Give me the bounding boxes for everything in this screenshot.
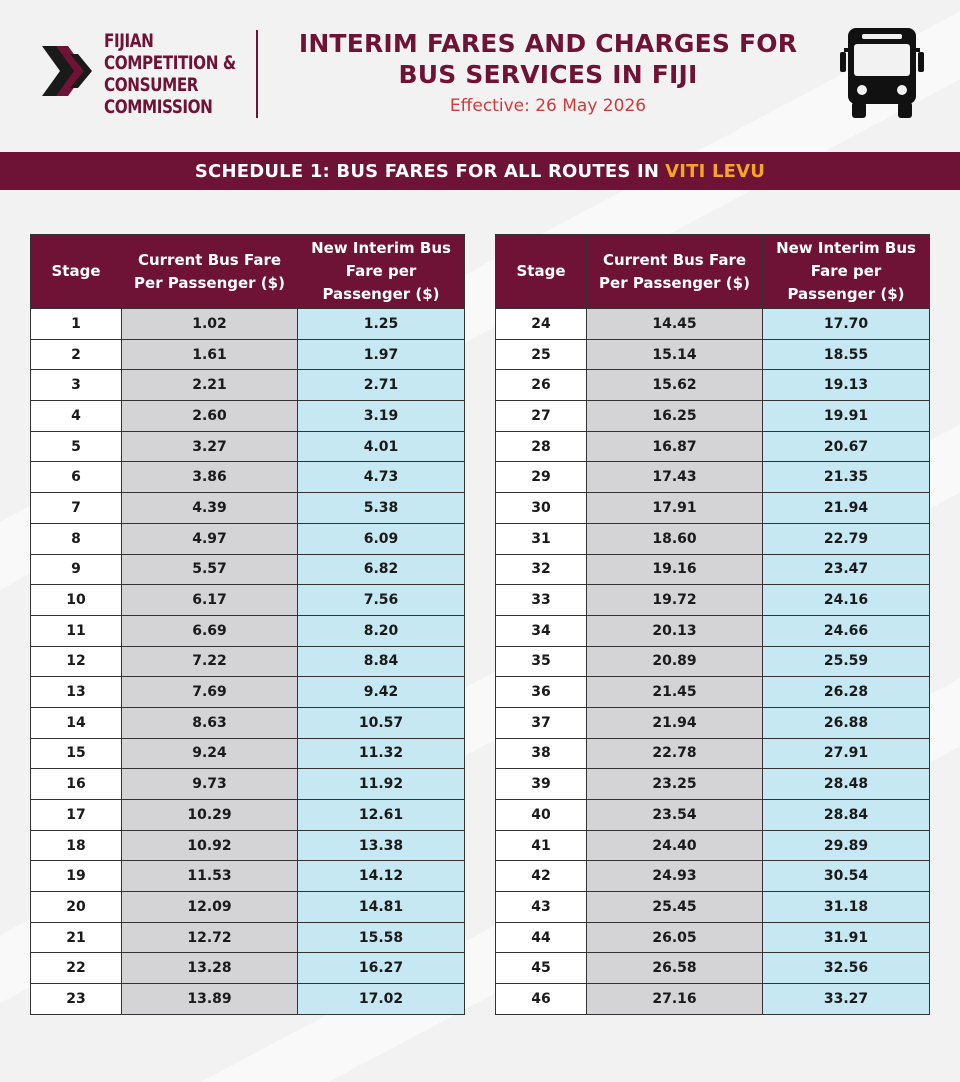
table-row [496,615,930,646]
current-fare-cell: 6.69 [122,615,298,646]
table-header-row [496,235,930,309]
new-fare-cell: 14.81 [298,892,465,923]
current-fare-cell: 14.45 [587,309,763,340]
table-row [31,523,465,554]
logo-line-2: COMPETITION & [104,52,236,74]
new-fare-cell: 13.38 [298,830,465,861]
stage-cell: 31 [496,523,587,554]
new-fare-cell: 8.84 [298,646,465,677]
new-fare-cell: 28.84 [763,800,930,831]
stage-cell: 32 [496,554,587,585]
new-fare-cell: 19.13 [763,370,930,401]
new-fare-cell: 2.71 [298,370,465,401]
new-fare-cell: 23.47 [763,554,930,585]
stage-cell: 37 [496,707,587,738]
new-fare-cell: 33.27 [763,984,930,1015]
table-row [31,984,465,1015]
schedule-title: SCHEDULE 1: BUS FARES FOR ALL ROUTES IN [194,160,660,182]
stage-cell: 4 [31,401,122,432]
table-row [496,431,930,462]
stage-cell: 42 [496,861,587,892]
stage-cell: 43 [496,892,587,923]
new-fare-cell: 21.94 [763,493,930,524]
current-fare-cell: 24.93 [587,861,763,892]
current-fare-cell: 23.54 [587,800,763,831]
schedule-banner [0,152,960,190]
current-fare-cell: 4.39 [122,493,298,524]
stage-cell: 20 [31,892,122,923]
stage-cell: 2 [31,339,122,370]
stage-cell: 30 [496,493,587,524]
table-row [31,401,465,432]
fare-table-left [30,234,465,1015]
table-row [31,922,465,953]
current-fare-cell: 6.17 [122,585,298,616]
stage-cell: 5 [31,431,122,462]
current-fare-cell: 2.60 [122,401,298,432]
header [0,0,960,150]
new-fare-cell: 22.79 [763,523,930,554]
stage-cell: 21 [31,922,122,953]
column-header-stage: Stage [31,235,122,309]
table-row [496,738,930,769]
stage-cell: 41 [496,830,587,861]
stage-cell: 6 [31,462,122,493]
table-row [496,892,930,923]
stage-cell: 29 [496,462,587,493]
current-fare-cell: 2.21 [122,370,298,401]
current-fare-cell: 9.24 [122,738,298,769]
stage-cell: 36 [496,677,587,708]
table-row [31,677,465,708]
current-fare-cell: 1.61 [122,339,298,370]
table-row [496,370,930,401]
new-fare-cell: 29.89 [763,830,930,861]
current-fare-cell: 13.89 [122,984,298,1015]
stage-cell: 22 [31,953,122,984]
stage-cell: 16 [31,769,122,800]
table-row [31,892,465,923]
table-row [31,462,465,493]
stage-cell: 7 [31,493,122,524]
new-fare-cell: 24.66 [763,615,930,646]
table-row [31,554,465,585]
current-fare-cell: 15.62 [587,370,763,401]
schedule-region: VITI LEVU [665,160,766,182]
new-fare-cell: 8.20 [298,615,465,646]
table-row [31,370,465,401]
current-fare-cell: 7.69 [122,677,298,708]
stage-cell: 28 [496,431,587,462]
stage-cell: 39 [496,769,587,800]
new-fare-cell: 4.01 [298,431,465,462]
current-fare-cell: 26.58 [587,953,763,984]
new-fare-cell: 6.09 [298,523,465,554]
table-header-row [31,235,465,309]
table-row [496,309,930,340]
current-fare-cell: 7.22 [122,646,298,677]
table-row [496,585,930,616]
table-row [31,800,465,831]
stage-cell: 3 [31,370,122,401]
new-fare-cell: 17.02 [298,984,465,1015]
new-fare-cell: 9.42 [298,677,465,708]
current-fare-cell: 27.16 [587,984,763,1015]
new-fare-cell: 3.19 [298,401,465,432]
table-row [496,984,930,1015]
new-fare-cell: 26.88 [763,707,930,738]
table-row [496,339,930,370]
column-header-current-fare: Current Bus Fare Per Passenger ($) [122,235,298,309]
new-fare-cell: 20.67 [763,431,930,462]
bus-icon [840,26,924,120]
table-row [31,646,465,677]
logo-line-1: FIJIAN [104,30,154,52]
logo-chevron-icon [36,40,98,102]
column-header-current-fare: Current Bus Fare Per Passenger ($) [587,235,763,309]
stage-cell: 35 [496,646,587,677]
new-fare-cell: 27.91 [763,738,930,769]
stage-cell: 45 [496,953,587,984]
table-row [31,493,465,524]
stage-cell: 25 [496,339,587,370]
current-fare-cell: 10.29 [122,800,298,831]
table-row [31,585,465,616]
stage-cell: 19 [31,861,122,892]
fare-table-right [495,234,930,1015]
logo-line-3: CONSUMER [104,74,199,96]
current-fare-cell: 20.13 [587,615,763,646]
stage-cell: 24 [496,309,587,340]
table-row [496,830,930,861]
stage-cell: 23 [31,984,122,1015]
current-fare-cell: 17.91 [587,493,763,524]
current-fare-cell: 16.87 [587,431,763,462]
current-fare-cell: 20.89 [587,646,763,677]
table-row [31,861,465,892]
stage-cell: 40 [496,800,587,831]
stage-cell: 1 [31,309,122,340]
current-fare-cell: 13.28 [122,953,298,984]
table-row [496,493,930,524]
new-fare-cell: 7.56 [298,585,465,616]
current-fare-cell: 12.72 [122,922,298,953]
current-fare-cell: 16.25 [587,401,763,432]
current-fare-cell: 8.63 [122,707,298,738]
stage-cell: 12 [31,646,122,677]
current-fare-cell: 18.60 [587,523,763,554]
table-row [496,769,930,800]
table-row [496,677,930,708]
stage-cell: 14 [31,707,122,738]
table-row [31,953,465,984]
current-fare-cell: 9.73 [122,769,298,800]
stage-cell: 8 [31,523,122,554]
new-fare-cell: 25.59 [763,646,930,677]
column-header-new-fare: New Interim Bus Fare per Passenger ($) [298,235,465,309]
table-row [496,462,930,493]
page-title-line-1: INTERIM FARES AND CHARGES FOR [298,29,798,58]
current-fare-cell: 3.86 [122,462,298,493]
table-row [31,738,465,769]
table-row [496,800,930,831]
stage-cell: 13 [31,677,122,708]
current-fare-cell: 25.45 [587,892,763,923]
current-fare-cell: 15.14 [587,339,763,370]
table-row [496,922,930,953]
current-fare-cell: 19.16 [587,554,763,585]
fccc-logo [36,30,251,122]
new-fare-cell: 4.73 [298,462,465,493]
table-row [496,554,930,585]
new-fare-cell: 30.54 [763,861,930,892]
table-row [31,339,465,370]
column-header-new-fare: New Interim Bus Fare per Passenger ($) [763,235,930,309]
new-fare-cell: 16.27 [298,953,465,984]
stage-cell: 18 [31,830,122,861]
new-fare-cell: 5.38 [298,493,465,524]
new-fare-cell: 15.58 [298,922,465,953]
page-title-line-2: BUS SERVICES IN FIJI [398,60,698,89]
new-fare-cell: 17.70 [763,309,930,340]
new-fare-cell: 1.25 [298,309,465,340]
current-fare-cell: 4.97 [122,523,298,554]
stage-cell: 27 [496,401,587,432]
stage-cell: 17 [31,800,122,831]
new-fare-cell: 6.82 [298,554,465,585]
current-fare-cell: 17.43 [587,462,763,493]
stage-cell: 34 [496,615,587,646]
stage-cell: 46 [496,984,587,1015]
new-fare-cell: 11.92 [298,769,465,800]
table-row [31,707,465,738]
title-block [268,28,828,116]
table-row [31,431,465,462]
stage-cell: 10 [31,585,122,616]
new-fare-cell: 12.61 [298,800,465,831]
new-fare-cell: 1.97 [298,339,465,370]
table-row [31,309,465,340]
stage-cell: 33 [496,585,587,616]
new-fare-cell: 21.35 [763,462,930,493]
new-fare-cell: 14.12 [298,861,465,892]
current-fare-cell: 3.27 [122,431,298,462]
column-header-stage: Stage [496,235,587,309]
current-fare-cell: 26.05 [587,922,763,953]
table-row [496,401,930,432]
new-fare-cell: 18.55 [763,339,930,370]
table-row [31,615,465,646]
current-fare-cell: 21.94 [587,707,763,738]
new-fare-cell: 28.48 [763,769,930,800]
current-fare-cell: 5.57 [122,554,298,585]
stage-cell: 9 [31,554,122,585]
new-fare-cell: 10.57 [298,707,465,738]
new-fare-cell: 26.28 [763,677,930,708]
new-fare-cell: 24.16 [763,585,930,616]
table-row [31,830,465,861]
new-fare-cell: 31.91 [763,922,930,953]
new-fare-cell: 32.56 [763,953,930,984]
new-fare-cell: 19.91 [763,401,930,432]
current-fare-cell: 1.02 [122,309,298,340]
new-fare-cell: 31.18 [763,892,930,923]
logo-line-4: COMMISSION [104,96,213,118]
current-fare-cell: 19.72 [587,585,763,616]
new-fare-cell: 11.32 [298,738,465,769]
table-row [496,861,930,892]
stage-cell: 15 [31,738,122,769]
table-row [31,769,465,800]
current-fare-cell: 10.92 [122,830,298,861]
stage-cell: 26 [496,370,587,401]
header-divider [256,30,258,118]
stage-cell: 11 [31,615,122,646]
table-row [496,707,930,738]
logo-text [104,30,272,118]
table-row [496,646,930,677]
current-fare-cell: 24.40 [587,830,763,861]
current-fare-cell: 23.25 [587,769,763,800]
stage-cell: 38 [496,738,587,769]
table-row [496,953,930,984]
current-fare-cell: 12.09 [122,892,298,923]
effective-date: Effective: 26 May 2026 [449,96,647,116]
current-fare-cell: 11.53 [122,861,298,892]
current-fare-cell: 21.45 [587,677,763,708]
stage-cell: 44 [496,922,587,953]
current-fare-cell: 22.78 [587,738,763,769]
table-row [496,523,930,554]
